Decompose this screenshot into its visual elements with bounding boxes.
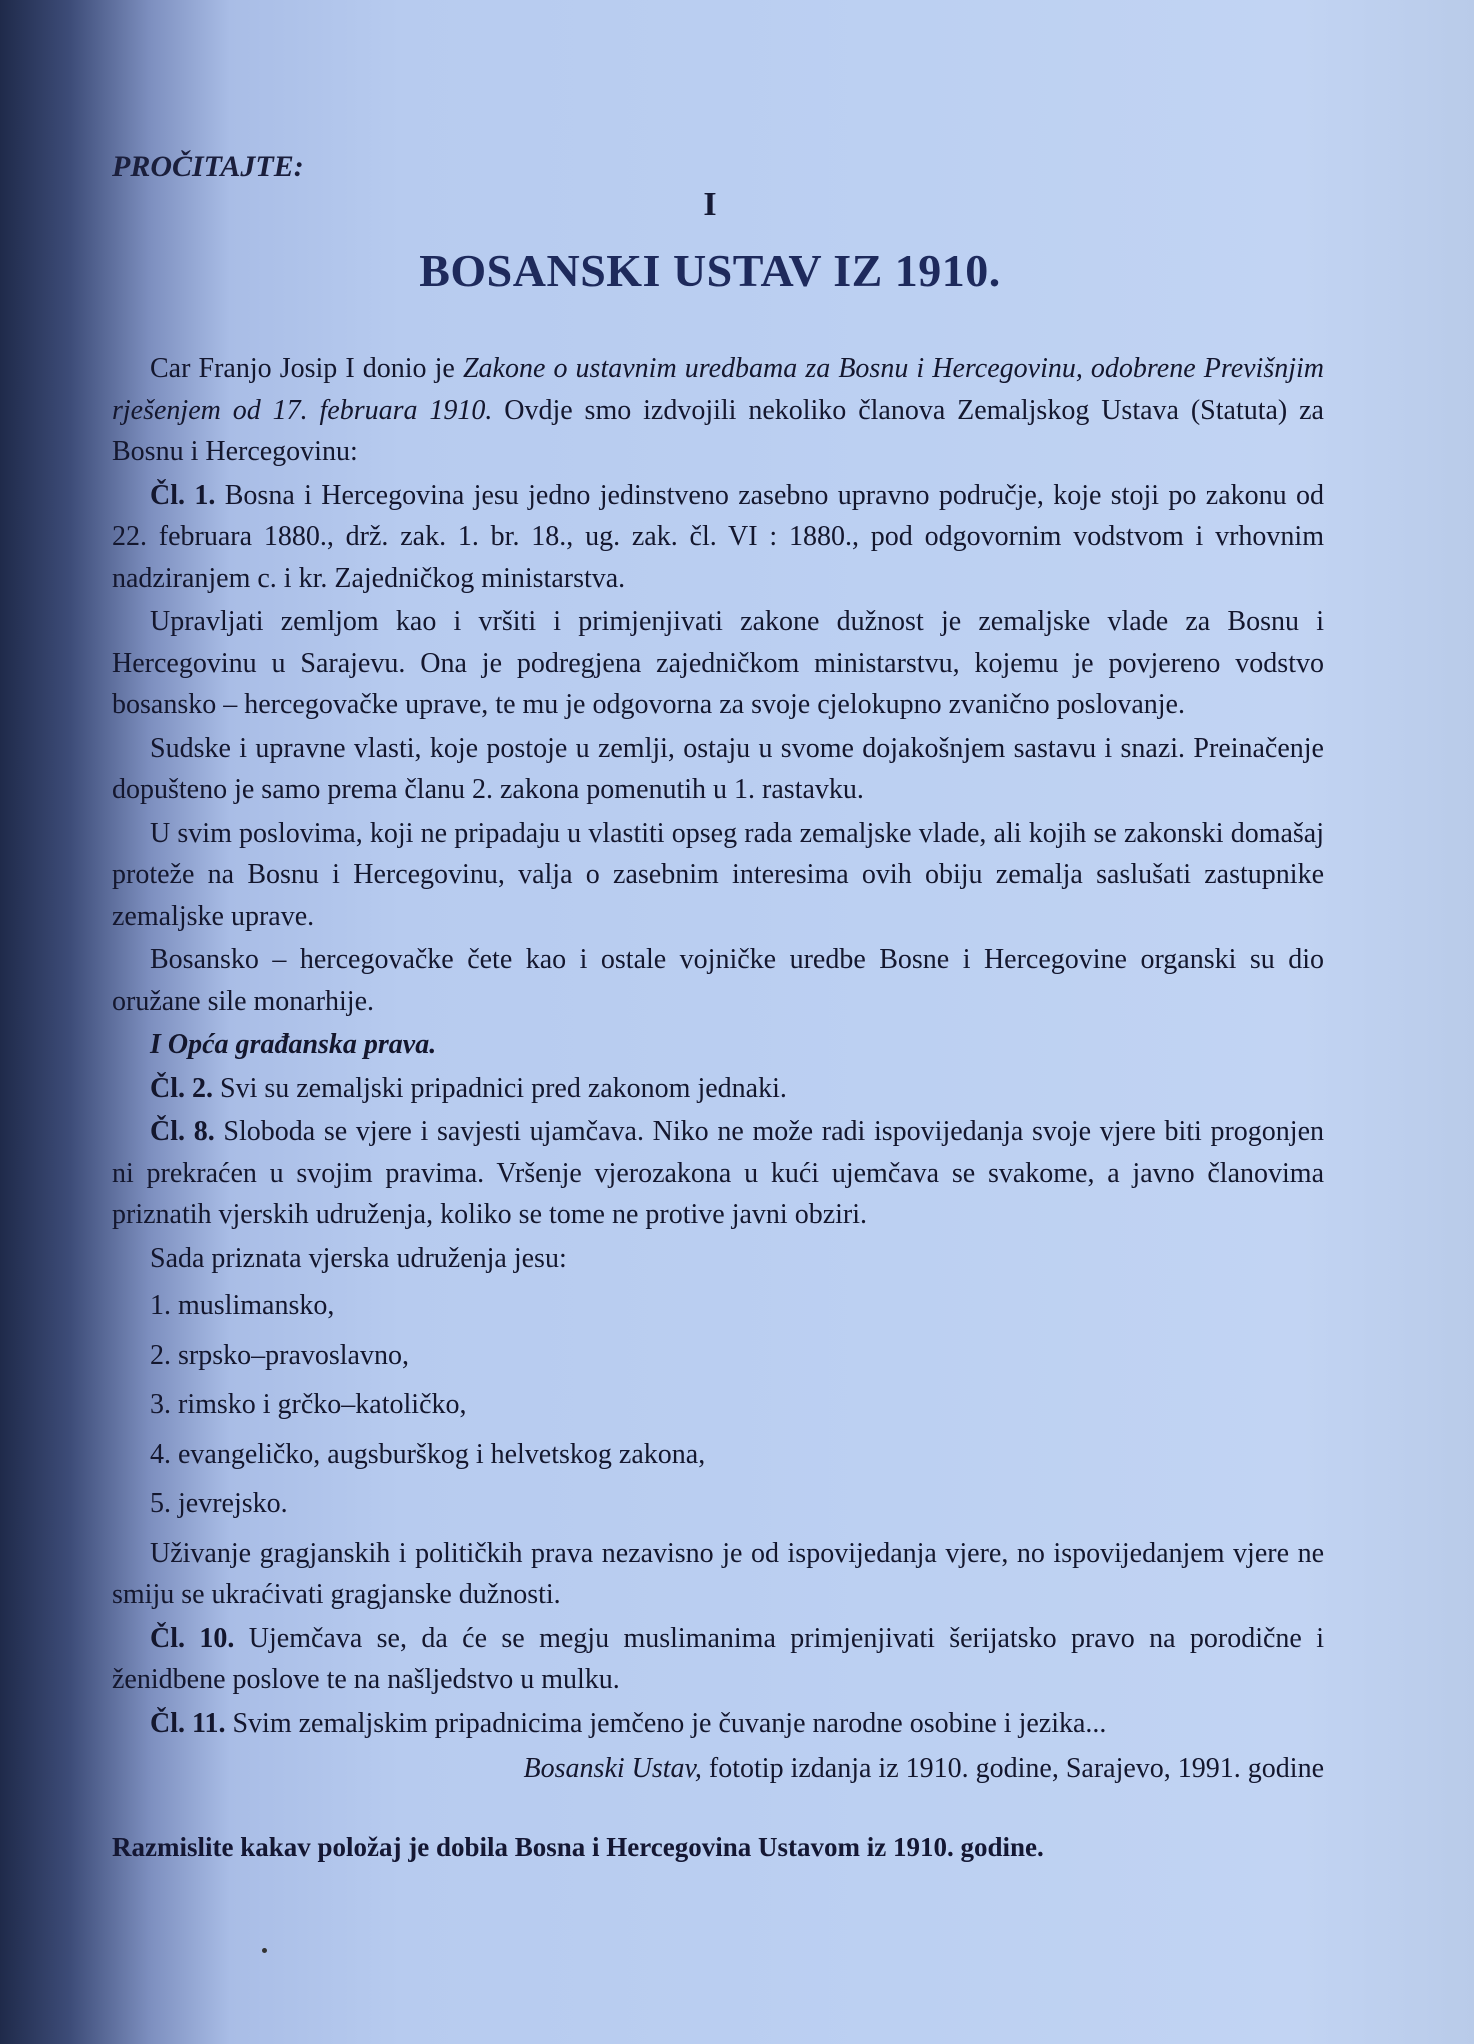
list-item: 2. srpsko–pravoslavno, <box>150 1339 409 1371</box>
source-citation <box>112 1748 1324 1790</box>
source-details: fototip izdanja iz 1910. godine, Sarajevo, 1991. godine <box>701 1753 1324 1784</box>
page-speck <box>262 1948 267 1953</box>
article-text: Svi su zemaljski pripadnici pred zakonom jednaki. <box>213 1072 787 1104</box>
article-8-paragraph <box>112 1111 1324 1236</box>
list-item: 5. jevrejsko. <box>150 1488 288 1519</box>
list-item: 1. muslimansko, <box>150 1290 335 1321</box>
article-label: Čl. 1. <box>150 479 216 511</box>
source-title: Bosanski Ustav, <box>523 1753 702 1784</box>
religious-communities-list <box>112 1285 1324 1525</box>
section-heading: I Opća građanska prava. <box>150 1029 437 1060</box>
list-intro: Sada priznata vjerska udruženja jesu: <box>150 1242 567 1274</box>
article-text: Sloboda se vjere i savjesti ujamčava. Niko ne može radi ispovijedanja svoje vjere biti progonjen ni prekraćen u svojim pravima. Vršenje vjerozakona u kući ujemčava se svakome, a javno članovima priznatih vjerskih udruženja, koliko se tome ne protive javni obziri. <box>112 1116 1325 1230</box>
article-11-paragraph <box>112 1703 1324 1745</box>
list-item: 4. evangeličko, augsburškog i helvetskog zakona, <box>150 1438 706 1470</box>
article-1-paragraph-3: Sudske i upravne vlasti, koje postoje u zemlji, ostaju u svome dojakošnjem sastavu i snazi. Preinačenje dopušteno je samo prema članu 2. zakona pomenutih u 1. rastavku. <box>112 732 1324 805</box>
intro-text-1: Car Franjo Josip I donio je <box>150 353 463 384</box>
intro-italic: Zakone o ustavnim uredbama za Bosnu i Hercegovinu, odobrene Previšnjim rješenjem od 17. februara 1910. <box>112 353 1325 426</box>
discussion-question: Razmislite kakav položaj je dobila Bosna i Hercegovina Ustavom iz 1910. godine. <box>112 1832 1044 1862</box>
article-2-paragraph <box>112 1068 1324 1110</box>
intro-paragraph <box>112 348 1324 473</box>
article-text: Bosna i Hercegovina jesu jedno jedinstveno zasebno upravno područje, koje stoji po zakonu od 22. februara 1880., drž. zak. 1. br. 18., ug. zak. čl. VI : 1880., pod odgovornim vodstvom i vrhovnim nadziranjem c. i kr. Zajedničkog ministarstva. <box>112 479 1324 594</box>
article-1-paragraph-4: U svim poslovima, koji ne pripadaju u vlastiti opseg rada zemaljske vlade, ali kojih se zakonski domašaj proteže na Bosnu i Hercegovinu, valja o zasebnim interesima ovih obiju zemalja saslušati zastupnike zemaljske uprave. <box>112 817 1324 932</box>
chapter-number: I <box>703 186 717 223</box>
article-10-paragraph <box>112 1618 1324 1701</box>
article-1-paragraph-2: Upravljati zemljom kao i vršiti i primjenjivati zakone dužnost je zemaljske vlade za Bosnu i Hercegovinu u Sarajevu. Ona je podregjena zajedničkom ministarstvu, kojemu je povjereno vodstvo bosansko – hercegovačke uprave, te mu je odgovorna za svoje cjelokupno zvanično poslovanje. <box>112 606 1324 720</box>
article-1-paragraph-5: Bosansko – hercegovačke čete kao i ostale vojničke uredbe Bosne i Hercegovine organski su dio oružane sile monarhije. <box>112 944 1324 1017</box>
section-label: PROČITAJTE: <box>112 150 304 183</box>
article-label: Čl. 11. <box>150 1707 226 1739</box>
article-label: Čl. 2. <box>150 1072 213 1104</box>
article-label: Čl. 8. <box>150 1116 215 1147</box>
article-text: Svim zemaljskim pripadnicima jemčeno je čuvanje narodne osobine i jezika... <box>225 1707 1107 1739</box>
article-label: Čl. 10. <box>150 1622 235 1654</box>
article-1-paragraph <box>112 475 1324 600</box>
article-text: Ujemčava se, da će se megju muslimanima primjenjivati šerijatsko pravo na porodične i ženidbene poslove te na našljedstvo u mulku. <box>112 1622 1325 1695</box>
page-title: BOSANSKI USTAV IZ 1910. <box>419 245 1001 296</box>
intro-text-2: Ovdje smo izdvojili nekoliko članova Zemaljskog Ustava (Statuta) za Bosnu i Hercegovinu: <box>112 394 1324 467</box>
document-body <box>112 348 1324 1790</box>
article-8-closing: Uživanje gragjanskih i političkih prava nezavisno je od ispovijedanja vjere, no ispovijedanjem vjere ne smiju se ukraćivati gragjanske dužnosti. <box>112 1537 1324 1610</box>
list-item: 3. rimsko i grčko–katoličko, <box>150 1389 467 1420</box>
